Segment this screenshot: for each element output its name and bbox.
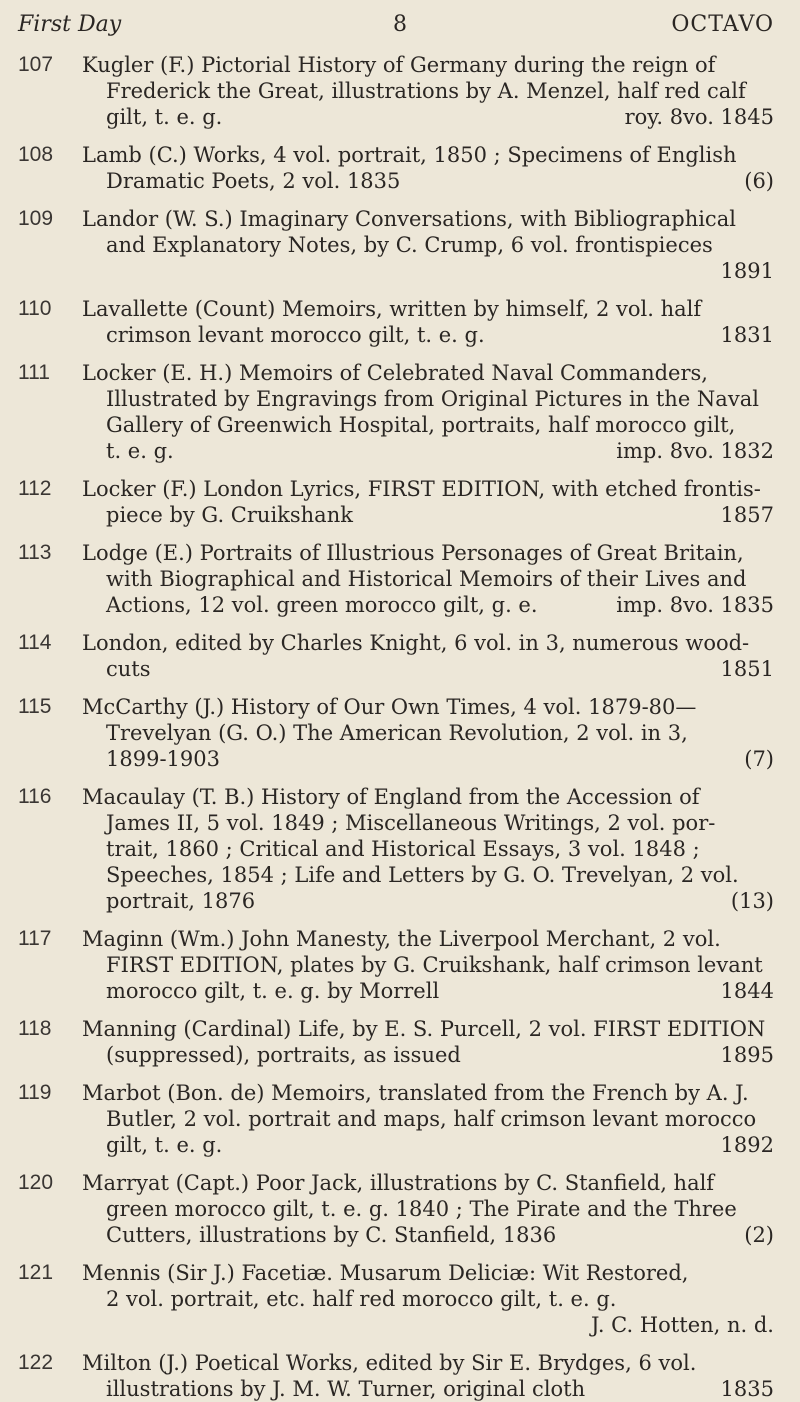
lot-description bbox=[82, 1016, 774, 1068]
lot-description bbox=[82, 476, 774, 528]
lot-entry bbox=[18, 784, 774, 914]
lot-text: Marryat (Capt.) Poor Jack, illustrations by C. Stanfield, half bbox=[82, 1171, 715, 1195]
lot-date: 1895 bbox=[720, 1043, 774, 1067]
lot-description bbox=[82, 1260, 774, 1338]
lot-number: 108 bbox=[18, 143, 54, 166]
lot-entry bbox=[18, 142, 774, 194]
lot-date: (7) bbox=[744, 747, 774, 771]
lot-line bbox=[82, 1042, 774, 1068]
lot-line bbox=[82, 412, 774, 438]
lot-number: 109 bbox=[18, 207, 54, 230]
lot-text: trait, 1860 ; Critical and Historical Essays, 3 vol. 1848 ; bbox=[106, 837, 700, 861]
lot-line bbox=[82, 746, 774, 772]
lot-entry bbox=[18, 540, 774, 618]
lot-text: Marbot (Bon. de) Memoirs, translated from the French by A. J. bbox=[82, 1081, 749, 1105]
lot-text: green morocco gilt, t. e. g. 1840 ; The Pirate and the Three bbox=[106, 1197, 737, 1221]
lot-date: (13) bbox=[730, 889, 774, 913]
lot-description bbox=[82, 1350, 774, 1402]
lot-text: Dramatic Poets, 2 vol. 1835 bbox=[106, 169, 401, 193]
lot-line bbox=[82, 1350, 774, 1376]
lot-description bbox=[82, 784, 774, 914]
lot-text: Landor (W. S.) Imaginary Conversations, with Bibliographical bbox=[82, 207, 736, 231]
lot-text: gilt, t. e. g. bbox=[106, 105, 223, 129]
lot-date: 1892 bbox=[720, 1133, 774, 1157]
lot-line bbox=[82, 1016, 774, 1042]
lot-line bbox=[82, 1106, 774, 1132]
lot-date: 1835 bbox=[720, 1377, 774, 1401]
lot-line bbox=[82, 1132, 774, 1158]
lot-line bbox=[82, 1312, 774, 1338]
lot-text: 1899-1903 bbox=[106, 747, 220, 771]
lot-description bbox=[82, 1080, 774, 1158]
lot-entry bbox=[18, 360, 774, 464]
lot-text: piece by G. Cruikshank bbox=[106, 503, 353, 527]
lot-date: 1857 bbox=[720, 503, 774, 527]
lot-number: 114 bbox=[18, 631, 52, 654]
lot-date: imp. 8vo. 1835 bbox=[616, 593, 774, 617]
lot-date: (2) bbox=[744, 1223, 774, 1247]
lot-line bbox=[82, 566, 774, 592]
lot-text: FIRST EDITION, plates by G. Cruikshank, half crimson levant bbox=[106, 953, 763, 977]
lot-list bbox=[18, 52, 774, 1402]
page-header bbox=[18, 12, 774, 52]
lot-line bbox=[82, 104, 774, 130]
lot-description bbox=[82, 142, 774, 194]
lot-text: cuts bbox=[106, 657, 151, 681]
lot-line bbox=[82, 78, 774, 104]
header-format: OCTAVO bbox=[671, 12, 774, 37]
lot-description bbox=[82, 296, 774, 348]
lot-text: Frederick the Great, illustrations by A. Menzel, half red calf bbox=[106, 79, 746, 103]
lot-text: t. e. g. bbox=[106, 439, 174, 463]
header-day: First Day bbox=[18, 12, 122, 37]
lot-number: 118 bbox=[18, 1017, 52, 1040]
lot-text: Lamb (C.) Works, 4 vol. portrait, 1850 ; Specimens of English bbox=[82, 143, 737, 167]
lot-date: (6) bbox=[744, 169, 774, 193]
lot-line bbox=[82, 888, 774, 914]
lot-number: 121 bbox=[18, 1261, 54, 1284]
lot-description bbox=[82, 1170, 774, 1248]
lot-line bbox=[82, 386, 774, 412]
lot-text: Actions, 12 vol. green morocco gilt, g. e. bbox=[106, 593, 538, 617]
lot-text: 2 vol. portrait, etc. half red morocco gilt, t. e. g. bbox=[106, 1287, 617, 1311]
lot-date: 1851 bbox=[720, 657, 774, 681]
lot-line bbox=[82, 1260, 774, 1286]
lot-line bbox=[82, 502, 774, 528]
lot-description bbox=[82, 540, 774, 618]
lot-text: portrait, 1876 bbox=[106, 889, 256, 913]
lot-description bbox=[82, 694, 774, 772]
lot-line bbox=[82, 52, 774, 78]
lot-entry bbox=[18, 694, 774, 772]
lot-text: illustrations by J. M. W. Turner, original cloth bbox=[106, 1377, 586, 1401]
lot-text: (suppressed), portraits, as issued bbox=[106, 1043, 461, 1067]
lot-line bbox=[82, 540, 774, 566]
lot-text: crimson levant morocco gilt, t. e. g. bbox=[106, 323, 485, 347]
lot-text: Manning (Cardinal) Life, by E. S. Purcell, 2 vol. FIRST EDITION bbox=[82, 1017, 766, 1041]
lot-entry bbox=[18, 1016, 774, 1068]
lot-line bbox=[82, 836, 774, 862]
lot-text: Kugler (F.) Pictorial History of Germany during the reign of bbox=[82, 53, 716, 77]
lot-line bbox=[82, 206, 774, 232]
lot-line bbox=[82, 784, 774, 810]
lot-line bbox=[82, 1080, 774, 1106]
lot-text: Lavallette (Count) Memoirs, written by himself, 2 vol. half bbox=[82, 297, 702, 321]
lot-date: roy. 8vo. 1845 bbox=[624, 105, 774, 129]
lot-text: McCarthy (J.) History of Our Own Times, 4 vol. 1879-80— bbox=[82, 695, 697, 719]
lot-text: Trevelyan (G. O.) The American Revolution, 2 vol. in 3, bbox=[106, 721, 688, 745]
lot-line bbox=[82, 142, 774, 168]
header-page-number: 8 bbox=[393, 12, 407, 37]
lot-date: imp. 8vo. 1832 bbox=[616, 439, 774, 463]
lot-entry bbox=[18, 1260, 774, 1338]
lot-description bbox=[82, 360, 774, 464]
lot-entry bbox=[18, 630, 774, 682]
lot-description bbox=[82, 206, 774, 284]
lot-number: 107 bbox=[18, 53, 54, 76]
lot-description bbox=[82, 52, 774, 130]
lot-date: 1831 bbox=[720, 323, 774, 347]
lot-text: James II, 5 vol. 1849 ; Miscellaneous Writings, 2 vol. por- bbox=[106, 811, 716, 835]
lot-line bbox=[82, 720, 774, 746]
lot-text: Macaulay (T. B.) History of England from the Accession of bbox=[82, 785, 700, 809]
lot-number: 110 bbox=[18, 297, 52, 320]
lot-line bbox=[82, 1170, 774, 1196]
lot-line bbox=[82, 360, 774, 386]
lot-number: 120 bbox=[18, 1171, 54, 1194]
lot-number: 115 bbox=[18, 695, 52, 718]
lot-text: Speeches, 1854 ; Life and Letters by G. O. Trevelyan, 2 vol. bbox=[106, 863, 739, 887]
lot-line bbox=[82, 656, 774, 682]
lot-line bbox=[82, 1376, 774, 1402]
lot-number: 116 bbox=[18, 785, 52, 808]
lot-line bbox=[82, 978, 774, 1004]
lot-text: gilt, t. e. g. bbox=[106, 1133, 223, 1157]
lot-number: 112 bbox=[18, 477, 52, 500]
lot-entry bbox=[18, 1170, 774, 1248]
lot-text: Gallery of Greenwich Hospital, portraits, half morocco gilt, bbox=[106, 413, 736, 437]
lot-text: Locker (F.) London Lyrics, FIRST EDITION, with etched frontis- bbox=[82, 477, 761, 501]
lot-text: Butler, 2 vol. portrait and maps, half crimson levant morocco bbox=[106, 1107, 757, 1131]
lot-line bbox=[82, 952, 774, 978]
lot-text: Locker (E. H.) Memoirs of Celebrated Naval Commanders, bbox=[82, 361, 708, 385]
lot-entry bbox=[18, 926, 774, 1004]
lot-text: Illustrated by Engravings from Original Pictures in the Naval bbox=[106, 387, 759, 411]
lot-number: 122 bbox=[18, 1351, 54, 1374]
lot-text: and Explanatory Notes, by C. Crump, 6 vol. frontispieces bbox=[106, 233, 713, 257]
lot-entry bbox=[18, 1350, 774, 1402]
lot-line bbox=[82, 694, 774, 720]
lot-text: Mennis (Sir J.) Facetiæ. Musarum Deliciæ: Wit Restored, bbox=[82, 1261, 689, 1285]
lot-entry bbox=[18, 296, 774, 348]
lot-line bbox=[82, 630, 774, 656]
lot-number: 113 bbox=[18, 541, 52, 564]
lot-text: morocco gilt, t. e. g. by Morrell bbox=[106, 979, 440, 1003]
lot-line bbox=[82, 1196, 774, 1222]
lot-text: Lodge (E.) Portraits of Illustrious Personages of Great Britain, bbox=[82, 541, 744, 565]
lot-date: 1891 bbox=[720, 259, 774, 283]
lot-description bbox=[82, 630, 774, 682]
lot-line bbox=[82, 1222, 774, 1248]
lot-entry bbox=[18, 52, 774, 130]
lot-line bbox=[82, 258, 774, 284]
lot-entry bbox=[18, 476, 774, 528]
lot-number: 117 bbox=[18, 927, 52, 950]
lot-text: Maginn (Wm.) John Manesty, the Liverpool Merchant, 2 vol. bbox=[82, 927, 721, 951]
lot-entry bbox=[18, 206, 774, 284]
lot-line bbox=[82, 232, 774, 258]
lot-text: with Biographical and Historical Memoirs of their Lives and bbox=[106, 567, 747, 591]
lot-date: 1844 bbox=[720, 979, 774, 1003]
lot-line bbox=[82, 926, 774, 952]
lot-text: London, edited by Charles Knight, 6 vol. in 3, numerous wood- bbox=[82, 631, 750, 655]
lot-text: Milton (J.) Poetical Works, edited by Sir E. Brydges, 6 vol. bbox=[82, 1351, 697, 1375]
lot-line bbox=[82, 322, 774, 348]
lot-date: J. C. Hotten, n. d. bbox=[591, 1313, 774, 1337]
lot-text: Cutters, illustrations by C. Stanfield, 1836 bbox=[106, 1223, 557, 1247]
lot-entry bbox=[18, 1080, 774, 1158]
lot-line bbox=[82, 1286, 774, 1312]
lot-line bbox=[82, 476, 774, 502]
lot-line bbox=[82, 296, 774, 322]
lot-line bbox=[82, 438, 774, 464]
lot-line bbox=[82, 862, 774, 888]
lot-description bbox=[82, 926, 774, 1004]
lot-line bbox=[82, 168, 774, 194]
lot-line bbox=[82, 810, 774, 836]
lot-line bbox=[82, 592, 774, 618]
lot-number: 111 bbox=[18, 361, 50, 384]
lot-number: 119 bbox=[18, 1081, 52, 1104]
